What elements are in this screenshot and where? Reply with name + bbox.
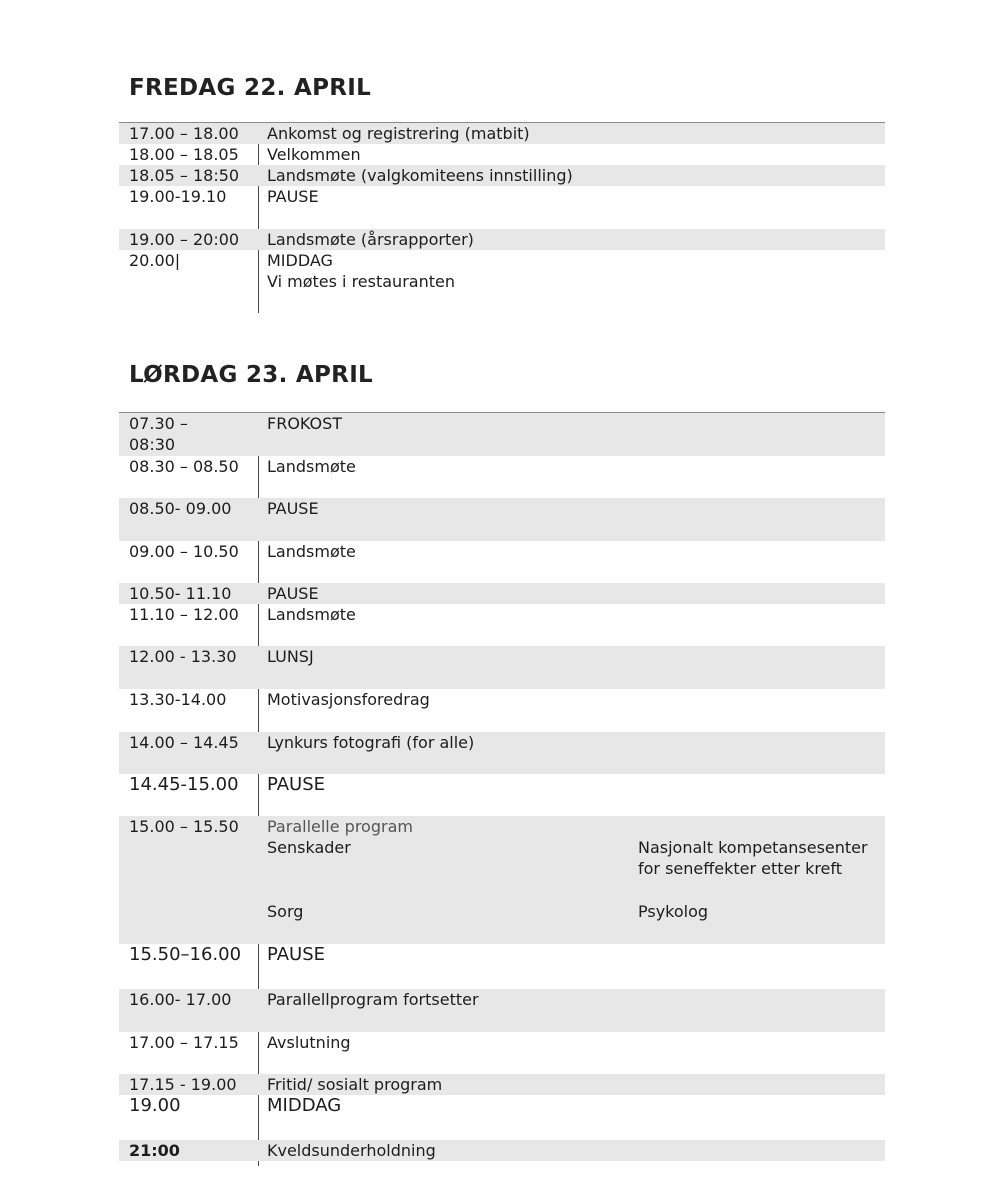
activity-cell: Ankomst og registrering (matbit) bbox=[267, 124, 530, 143]
activity-cell: Parallelle program bbox=[267, 817, 413, 836]
activity-cell: Landsmøte bbox=[267, 542, 356, 561]
track-provider-line2: for seneffekter etter kreft bbox=[638, 859, 843, 878]
activity-cell: Fritid/ sosialt program bbox=[267, 1075, 443, 1094]
activity-cell: Landsmøte bbox=[267, 605, 356, 624]
time-cell: 17.00 – 17.15 bbox=[129, 1033, 239, 1052]
time-cell: 19.00-19.10 bbox=[129, 187, 227, 206]
time-cell: 19.00 bbox=[129, 1095, 181, 1116]
time-cell: 09.00 – 10.50 bbox=[129, 542, 239, 561]
track-provider: Psykolog bbox=[638, 902, 709, 921]
time-cell: 14.45-15.00 bbox=[129, 774, 239, 795]
table-row bbox=[119, 646, 885, 689]
time-cell: 13.30-14.00 bbox=[129, 690, 227, 709]
time-cell: 15.50–16.00 bbox=[129, 944, 242, 965]
activity-note: Vi møtes i restauranten bbox=[267, 272, 455, 291]
time-cell: 08.30 – 08.50 bbox=[129, 457, 239, 476]
table-row bbox=[119, 165, 885, 186]
time-cell: 18.05 – 18:50 bbox=[129, 166, 240, 185]
table-row bbox=[119, 816, 885, 944]
table-row bbox=[119, 944, 885, 989]
time-cell: 15.00 – 15.50 bbox=[129, 817, 239, 836]
table-row bbox=[119, 413, 885, 456]
activity-cell: Kveldsunderholdning bbox=[267, 1141, 436, 1160]
time-cell: 19.00 – 20:00 bbox=[129, 230, 240, 249]
track-provider: Nasjonalt kompetansesenter bbox=[638, 838, 868, 857]
time-cell: 18.00 – 18.05 bbox=[129, 145, 239, 164]
activity-cell: Parallellprogram fortsetter bbox=[267, 990, 479, 1009]
table-row bbox=[119, 144, 885, 165]
saturday-schedule-table bbox=[119, 412, 885, 1161]
activity-cell: PAUSE bbox=[267, 187, 319, 206]
friday-schedule-table bbox=[119, 122, 885, 313]
track-topic: Senskader bbox=[267, 838, 351, 857]
table-row bbox=[119, 1074, 885, 1095]
time-cell: 14.00 – 14.45 bbox=[129, 733, 239, 752]
table-row bbox=[119, 1140, 885, 1161]
table-row bbox=[119, 732, 885, 774]
activity-cell: PAUSE bbox=[267, 774, 325, 795]
activity-cell: FROKOST bbox=[267, 414, 343, 433]
table-row bbox=[119, 250, 885, 313]
table-row bbox=[119, 1095, 885, 1140]
activity-cell: Avslutning bbox=[267, 1033, 351, 1052]
table-row bbox=[119, 498, 885, 541]
time-cell: 07.30 – 08:30 bbox=[129, 414, 188, 454]
time-cell: 17.15 - 19.00 bbox=[129, 1075, 237, 1094]
table-row bbox=[119, 123, 885, 144]
table-row bbox=[119, 541, 885, 583]
table-row bbox=[119, 583, 885, 604]
activity-cell: MIDDAG bbox=[267, 251, 333, 270]
activity-cell: Velkommen bbox=[267, 145, 361, 164]
table-row bbox=[119, 456, 885, 498]
activity-cell: LUNSJ bbox=[267, 647, 314, 666]
time-cell: 12.00 - 13.30 bbox=[129, 647, 237, 666]
table-row bbox=[119, 604, 885, 646]
table-row bbox=[119, 1032, 885, 1074]
table-row bbox=[119, 689, 885, 732]
activity-cell: Motivasjonsforedrag bbox=[267, 690, 430, 709]
activity-cell: MIDDAG bbox=[267, 1095, 342, 1116]
time-cell: 21:00 bbox=[129, 1141, 180, 1160]
time-cell: 16.00- 17.00 bbox=[129, 990, 232, 1009]
time-cell: 10.50- 11.10 bbox=[129, 584, 232, 603]
track-topic: Sorg bbox=[267, 902, 304, 921]
table-row bbox=[119, 186, 885, 229]
time-cell: 08.50- 09.00 bbox=[129, 499, 232, 518]
saturday-heading: LØRDAG 23. APRIL bbox=[129, 362, 374, 388]
activity-cell: Landsmøte (årsrapporter) bbox=[267, 230, 474, 249]
time-cell: 20.00| bbox=[129, 251, 181, 270]
time-cell: 11.10 – 12.00 bbox=[129, 605, 239, 624]
activity-cell: PAUSE bbox=[267, 499, 319, 518]
activity-cell: PAUSE bbox=[267, 944, 325, 965]
friday-heading: FREDAG 22. APRIL bbox=[129, 75, 372, 101]
time-cell: 17.00 – 18.00 bbox=[129, 124, 239, 143]
activity-cell: Landsmøte (valgkomiteens innstilling) bbox=[267, 166, 573, 185]
table-row bbox=[119, 989, 885, 1032]
activity-cell: Landsmøte bbox=[267, 457, 356, 476]
table-row bbox=[119, 229, 885, 250]
table-row bbox=[119, 774, 885, 816]
activity-cell: Lynkurs fotografi (for alle) bbox=[267, 733, 475, 752]
activity-cell: PAUSE bbox=[267, 584, 319, 603]
